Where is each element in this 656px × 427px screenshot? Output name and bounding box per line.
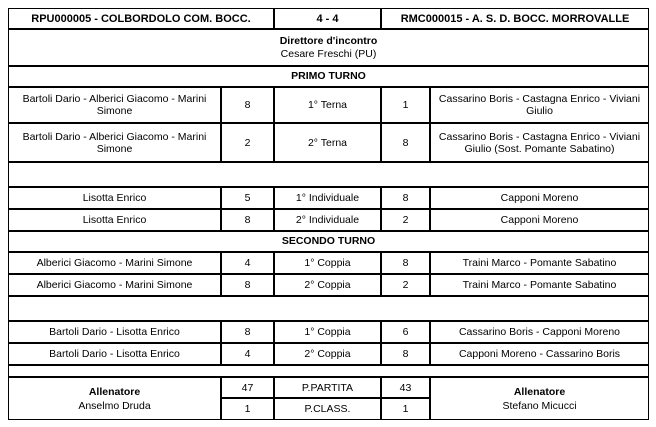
game-type: 2° Coppia	[274, 274, 381, 296]
away-coach-box	[430, 377, 649, 420]
home-coach-box	[8, 377, 221, 420]
class-points-label: P.CLASS.	[274, 398, 381, 420]
away-score: 8	[381, 187, 430, 209]
spacer-row	[8, 365, 649, 377]
director-box	[8, 29, 649, 66]
match-points-label: P.PARTITA	[274, 377, 381, 398]
away-players: Cassarino Boris - Castagna Enrico - Viviani Giulio (Sost. Pomante Sabatino)	[430, 123, 649, 162]
home-coach-name: Anselmo Druda	[78, 399, 151, 412]
away-coach-label: Allenatore	[513, 385, 566, 398]
away-players: Traini Marco - Pomante Sabatino	[430, 274, 649, 296]
home-match-points: 47	[221, 377, 274, 398]
director-name: Cesare Freschi (PU)	[280, 47, 377, 60]
home-score: 8	[221, 87, 274, 123]
away-players: Cassarino Boris - Castagna Enrico - Viviani Giulio	[430, 87, 649, 123]
away-players: Capponi Moreno	[430, 187, 649, 209]
home-players: Alberici Giacomo - Marini Simone	[8, 274, 221, 296]
home-players: Bartoli Dario - Lisotta Enrico	[8, 343, 221, 365]
away-coach-name: Stefano Micucci	[502, 399, 577, 412]
game-type: 2° Coppia	[274, 343, 381, 365]
away-score: 2	[381, 274, 430, 296]
game-type: 1° Individuale	[274, 187, 381, 209]
away-players: Cassarino Boris - Capponi Moreno	[430, 321, 649, 343]
home-coach-label: Allenatore	[88, 385, 141, 398]
home-class-points: 1	[221, 398, 274, 420]
home-score: 8	[221, 209, 274, 231]
away-score: 8	[381, 123, 430, 162]
home-score: 2	[221, 123, 274, 162]
second-turn-heading: SECONDO TURNO	[8, 231, 649, 252]
home-score: 8	[221, 274, 274, 296]
away-players: Capponi Moreno	[430, 209, 649, 231]
away-score: 6	[381, 321, 430, 343]
away-match-points: 43	[381, 377, 430, 398]
game-type: 1° Coppia	[274, 321, 381, 343]
away-team-header: RMC000015 - A. S. D. BOCC. MORROVALLE	[381, 8, 649, 29]
home-players: Bartoli Dario - Alberici Giacomo - Marini Simone	[8, 87, 221, 123]
away-score: 8	[381, 343, 430, 365]
first-turn-heading: PRIMO TURNO	[8, 66, 649, 87]
home-score: 5	[221, 187, 274, 209]
spacer-row	[8, 296, 649, 321]
director-label: Direttore d'incontro	[279, 34, 378, 47]
home-players: Bartoli Dario - Alberici Giacomo - Marini Simone	[8, 123, 221, 162]
home-score: 8	[221, 321, 274, 343]
home-players: Lisotta Enrico	[8, 187, 221, 209]
away-class-points: 1	[381, 398, 430, 420]
home-team-header: RPU000005 - COLBORDOLO COM. BOCC.	[8, 8, 274, 29]
home-players: Bartoli Dario - Lisotta Enrico	[8, 321, 221, 343]
home-players: Lisotta Enrico	[8, 209, 221, 231]
away-players: Capponi Moreno - Cassarino Boris	[430, 343, 649, 365]
away-score: 1	[381, 87, 430, 123]
game-type: 1° Terna	[274, 87, 381, 123]
spacer-row	[8, 162, 649, 187]
game-type: 2° Terna	[274, 123, 381, 162]
match-report	[8, 8, 649, 420]
away-players: Traini Marco - Pomante Sabatino	[430, 252, 649, 274]
home-players: Alberici Giacomo - Marini Simone	[8, 252, 221, 274]
game-type: 1° Coppia	[274, 252, 381, 274]
home-score: 4	[221, 343, 274, 365]
game-type: 2° Individuale	[274, 209, 381, 231]
away-score: 2	[381, 209, 430, 231]
home-score: 4	[221, 252, 274, 274]
match-score: 4 - 4	[274, 8, 381, 29]
away-score: 8	[381, 252, 430, 274]
